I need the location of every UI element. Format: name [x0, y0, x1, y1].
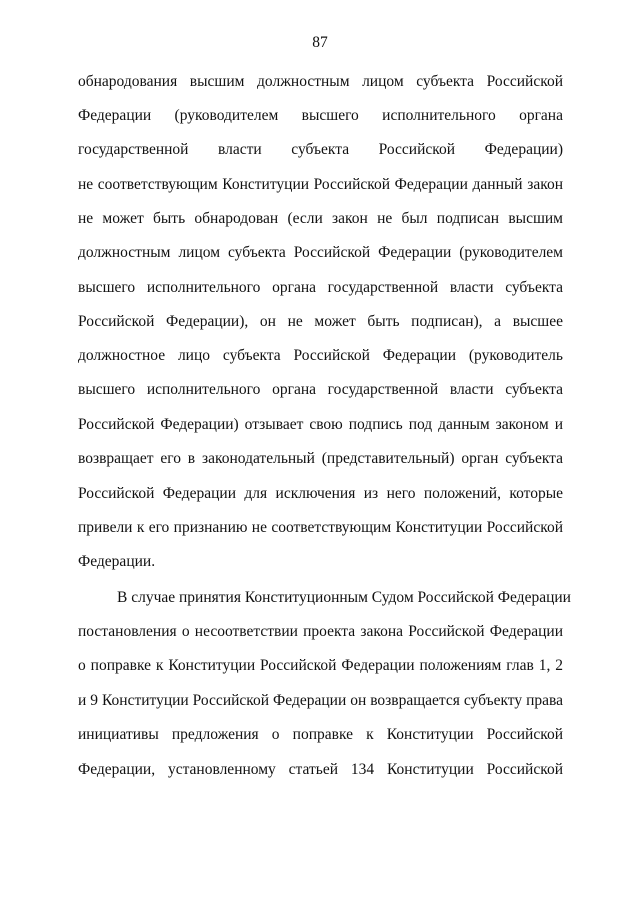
- text-line: должностным лицом субъекта Российской Федерации (руководителем: [78, 244, 563, 261]
- text-line: возвращает его в законодательный (представительный) орган субъекта: [78, 450, 563, 467]
- text-line: высшего исполнительного органа государственной власти субъекта: [78, 279, 563, 296]
- text-line: инициативы предложения о поправке к Конституции Российской: [78, 726, 563, 743]
- text-line: Российской Федерации) отзывает свою подпись под данным законом и: [78, 416, 563, 433]
- text-line: Федерации (руководителем высшего исполнительного органа: [78, 107, 563, 124]
- page-number: 87: [312, 34, 328, 51]
- text-line: постановления о несоответствии проекта закона Российской Федерации: [78, 623, 563, 640]
- text-line: и 9 Конституции Российской Федерации он возвращается субъекту права: [78, 692, 563, 709]
- text-line: высшего исполнительного органа государственной власти субъекта: [78, 381, 563, 398]
- text-line: В случае принятия Конституционным Судом Российской Федерации: [117, 589, 571, 606]
- text-line: должностное лицо субъекта Российской Федерации (руководитель: [78, 347, 563, 364]
- text-line: не соответствующим Конституции Российской Федерации данный закон: [78, 176, 563, 193]
- text-line: Федерации, установленному статьей 134 Конституции Российской: [78, 761, 563, 778]
- text-line: обнародования высшим должностным лицом субъекта Российской: [78, 73, 563, 90]
- text-line: о поправке к Конституции Российской Федерации положениям глав 1, 2: [78, 657, 563, 674]
- text-line: не может быть обнародован (если закон не был подписан высшим: [78, 210, 563, 227]
- text-line: Российской Федерации для исключения из него положений, которые: [78, 485, 563, 502]
- text-line: привели к его признанию не соответствующим Конституции Российской: [78, 519, 563, 536]
- text-line: государственной власти субъекта Российской Федерации): [78, 141, 563, 158]
- text-line: Российской Федерации), он не может быть подписан), а высшее: [78, 313, 563, 330]
- text-line: Федерации.: [78, 553, 156, 570]
